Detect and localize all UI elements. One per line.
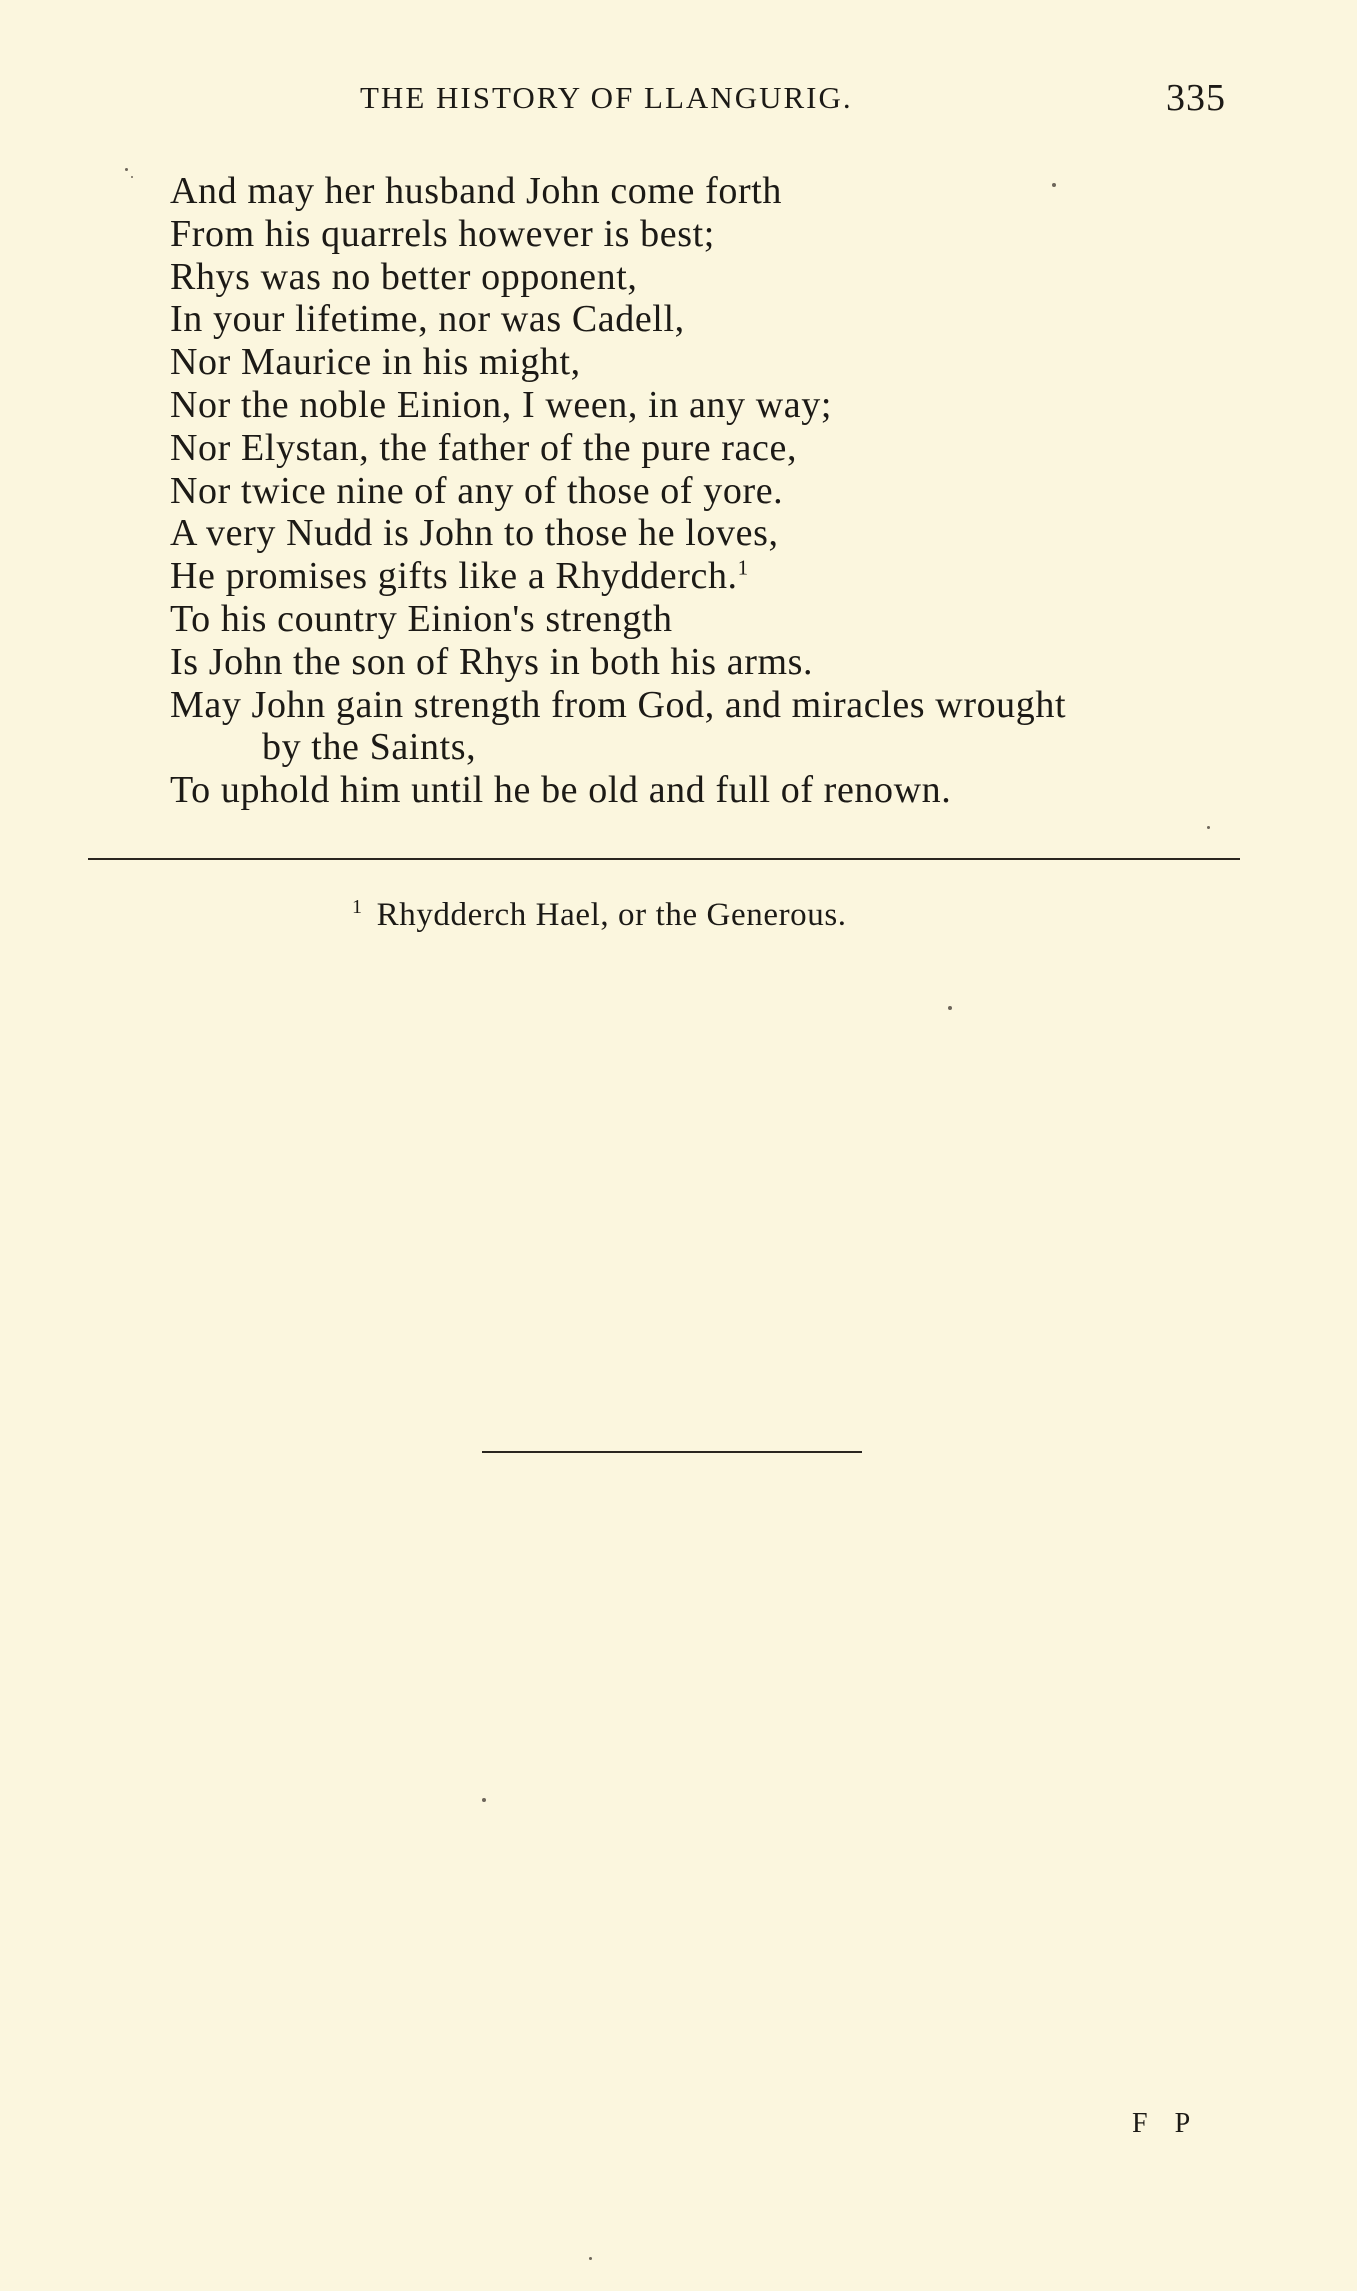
poem-line: Nor the noble Einion, I ween, in any way; xyxy=(170,383,832,426)
page-number: 335 xyxy=(1166,77,1226,119)
poem-line: In your lifetime, nor was Cadell, xyxy=(170,298,685,341)
poem-line-text: He promises gifts like a Rhydderch. xyxy=(170,555,738,598)
footnote xyxy=(352,897,847,934)
paper-speck xyxy=(948,1006,952,1010)
paper-speck xyxy=(125,168,128,171)
running-title: THE HISTORY OF LLANGURIG. xyxy=(360,80,853,115)
paper-speck xyxy=(589,2257,592,2260)
poem-line: Rhys was no better opponent, xyxy=(170,255,638,298)
end-rule xyxy=(482,1451,862,1453)
paper-speck xyxy=(1207,826,1210,829)
poem-line-with-footnote xyxy=(170,555,1250,598)
footnote-marker: 1 xyxy=(352,896,363,918)
poem-line: Nor twice nine of any of those of yore. xyxy=(170,469,784,512)
poem-line: Nor Elystan, the father of the pure race, xyxy=(170,426,798,469)
footnote-separator-rule xyxy=(88,858,1240,860)
footnote-text: Rhydderch Hael, or the Generous. xyxy=(376,897,847,933)
paper-speck xyxy=(482,1798,486,1802)
poem-line: May John gain strength from God, and miracles wrought xyxy=(170,683,1067,726)
poem-line: Nor Maurice in his might, xyxy=(170,341,581,384)
poem-line: To uphold him until he be old and full of renown. xyxy=(170,769,952,812)
paper-speck xyxy=(1052,183,1056,187)
poem-line: Is John the son of Rhys in both his arms. xyxy=(170,640,814,683)
poem-line: From his quarrels however is best; xyxy=(170,212,715,255)
poem-block xyxy=(170,170,1250,812)
signature-mark: F P xyxy=(1132,2108,1201,2139)
footnote-reference: 1 xyxy=(737,555,749,580)
poem-line-continuation: by the Saints, xyxy=(262,726,477,769)
poem-line: And may her husband John come forth xyxy=(170,170,782,212)
poem-line: To his country Einion's strength xyxy=(170,597,673,640)
paper-speck xyxy=(131,176,133,178)
poem-line: A very Nudd is John to those he loves, xyxy=(170,512,779,555)
